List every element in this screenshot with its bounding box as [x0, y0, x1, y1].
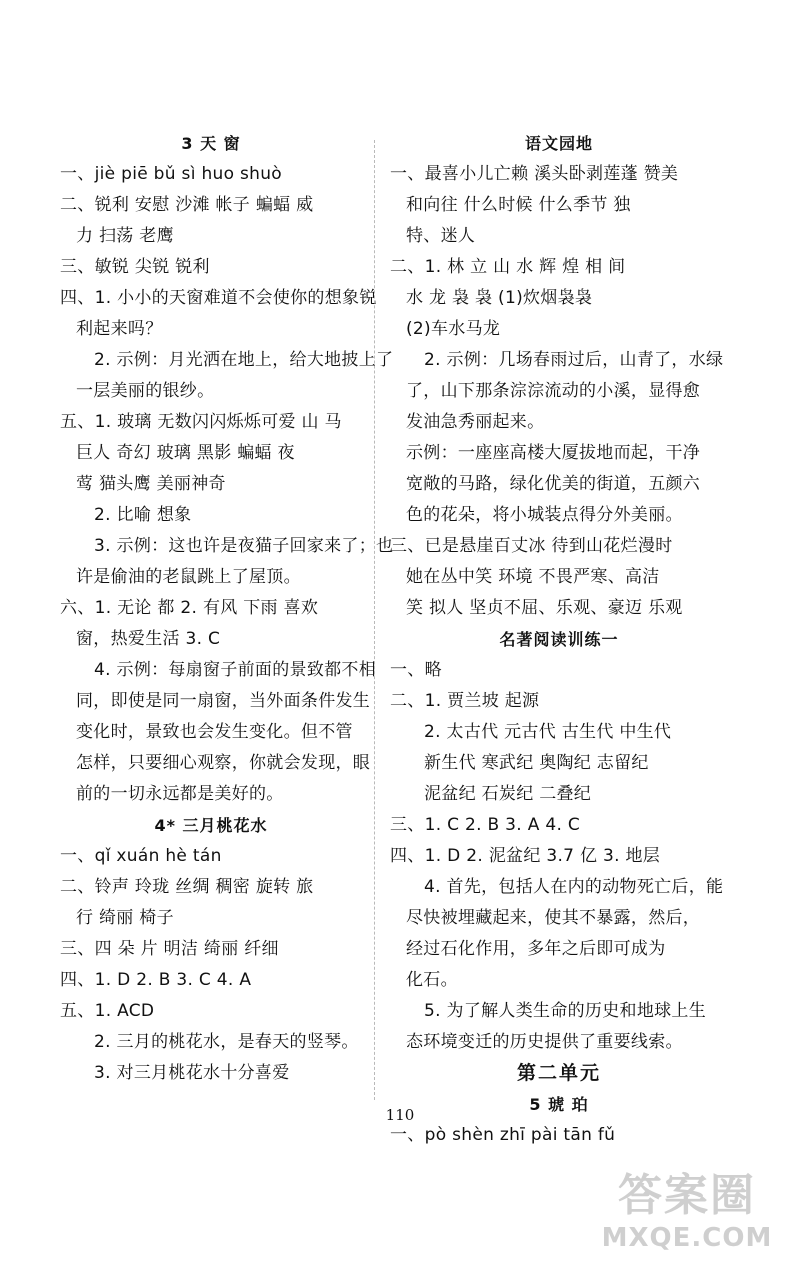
answer-line: 一、pò shèn zhī pài tān fǔ [390, 1125, 616, 1145]
answer-line: 尽快被埋藏起来，使其不暴露，然后， [406, 908, 701, 928]
answer-line: 示例：一座座高楼大厦拔地而起，干净 [406, 443, 701, 463]
answer-line: 三、敏锐 尖锐 锐利 [60, 257, 210, 277]
answer-line: 五、1. ACD [60, 1001, 155, 1021]
answer-line: 3. 示例：这也许是夜猫子回家来了；也 [94, 536, 394, 556]
answer-line: 一层美丽的银纱。 [76, 381, 215, 401]
answer-line: 三、四 朵 片 明洁 绮丽 纤细 [60, 939, 279, 959]
right-column [390, 128, 728, 1151]
answer-line: 四、1. 小小的天窗难道不会使你的想象锐 [60, 288, 377, 308]
left-column [60, 128, 394, 1089]
watermark-url: MXQE.COM [601, 1223, 773, 1253]
answer-line: 2. 示例：月光洒在地上，给大地披上了 [94, 350, 394, 370]
answer-line: 许是偷油的老鼠跳上了屋顶。 [76, 567, 301, 587]
answer-line: 宽敞的马路，绿化优美的街道，五颜六 [406, 474, 701, 494]
answer-line: 一、jiè piē bǔ sì huo shuò [60, 164, 282, 184]
answer-line: 态环境变迁的历史提供了重要线索。 [406, 1032, 683, 1052]
answer-line: 经过石化作用，多年之后即可成为 [406, 939, 666, 959]
answer-line: 怎样，只要细心观察，你就会发现，眼 [76, 753, 371, 773]
answer-line: 泥盆纪 石炭纪 二叠纪 [424, 784, 592, 804]
section-title: 4* 三月桃花水 [154, 816, 268, 835]
answer-line: 四、1. D 2. B 3. C 4. A [60, 970, 252, 990]
answer-line: 巨人 奇幻 玻璃 黑影 蝙蝠 夜 [76, 443, 295, 463]
answer-line: 二、1. 林 立 山 水 辉 煌 相 间 [390, 257, 626, 277]
answer-line: 二、1. 贾兰坡 起源 [390, 691, 540, 711]
answer-line: 4. 示例：每扇窗子前面的景致都不相 [94, 660, 377, 680]
answer-line: 一、略 [390, 660, 442, 680]
answer-line: 笑 拟人 坚贞不屈、乐观、豪迈 乐观 [406, 598, 683, 618]
answer-line: 她在丛中笑 环境 不畏严寒、高洁 [406, 567, 660, 587]
answer-line: 三、已是悬崖百丈冰 待到山花烂漫时 [390, 536, 673, 556]
column-divider [374, 140, 375, 1100]
answer-line: 窗，热爱生活 3. C [76, 629, 221, 649]
section-title: 语文园地 [524, 134, 593, 153]
answer-line: 一、最喜小儿亡赖 溪头卧剥莲蓬 赞美 [390, 164, 679, 184]
answer-line: 变化时，景致也会发生变化。但不管 [76, 722, 353, 742]
answer-line: 水 龙 袅 袅 (1)炊烟袅袅 [406, 288, 593, 308]
answer-line: 5. 为了解人类生命的历史和地球上生 [424, 1001, 707, 1021]
answer-line: 2. 太古代 元古代 古生代 中生代 [424, 722, 672, 742]
answer-line: 和向往 什么时候 什么季节 独 [406, 195, 631, 215]
answer-line: (2)车水马龙 [406, 319, 501, 339]
answer-line: 力 扫荡 老鹰 [76, 226, 174, 246]
answer-line: 四、1. D 2. 泥盆纪 3.7 亿 3. 地层 [390, 846, 661, 866]
answer-line: 色的花朵，将小城装点得分外美丽。 [406, 505, 683, 525]
section-title: 5 琥 珀 [529, 1095, 589, 1114]
answer-line: 二、铃声 玲珑 丝绸 稠密 旋转 旅 [60, 877, 314, 897]
answer-line: 一、qǐ xuán hè tán [60, 846, 222, 866]
answer-line: 前的一切永远都是美好的。 [76, 784, 284, 804]
answer-line: 三、1. C 2. B 3. A 4. C [390, 815, 581, 835]
answer-line: 五、1. 玻璃 无数闪闪烁烁可爱 山 马 [60, 412, 342, 432]
answer-line: 2. 比喻 想象 [94, 505, 192, 525]
answer-line: 莺 猫头鹰 美丽神奇 [76, 474, 226, 494]
page-number: 110 [385, 1106, 415, 1124]
answer-line: 3. 对三月桃花水十分喜爱 [94, 1063, 290, 1083]
answer-line: 2. 三月的桃花水，是春天的竖琴。 [94, 1032, 359, 1052]
answer-line: 二、锐利 安慰 沙滩 帐子 蝙蝠 威 [60, 195, 314, 215]
section-title: 名著阅读训练一 [499, 630, 619, 649]
section-title: 3 天 窗 [181, 134, 241, 153]
watermark [592, 1170, 782, 1260]
answer-line: 六、1. 无论 都 2. 有风 下雨 喜欢 [60, 598, 319, 618]
answer-line: 新生代 寒武纪 奥陶纪 志留纪 [424, 753, 649, 773]
answer-line: 2. 示例：几场春雨过后，山青了，水绿 [424, 350, 724, 370]
answer-line: 利起来吗？ [76, 319, 163, 339]
answer-line: 特、迷人 [406, 226, 476, 246]
answer-line: 4. 首先，包括人在内的动物死亡后，能 [424, 877, 724, 897]
section-title: 第二单元 [516, 1062, 601, 1084]
watermark-logo: 答案圈 [618, 1170, 756, 1221]
answer-line: 发油急秀丽起来。 [406, 412, 545, 432]
answer-line: 了，山下那条淙淙流动的小溪，显得愈 [406, 381, 701, 401]
answer-line: 同，即使是同一扇窗，当外面条件发生 [76, 691, 371, 711]
answer-line: 化石。 [406, 970, 458, 990]
answer-line: 行 绮丽 椅子 [76, 908, 174, 928]
